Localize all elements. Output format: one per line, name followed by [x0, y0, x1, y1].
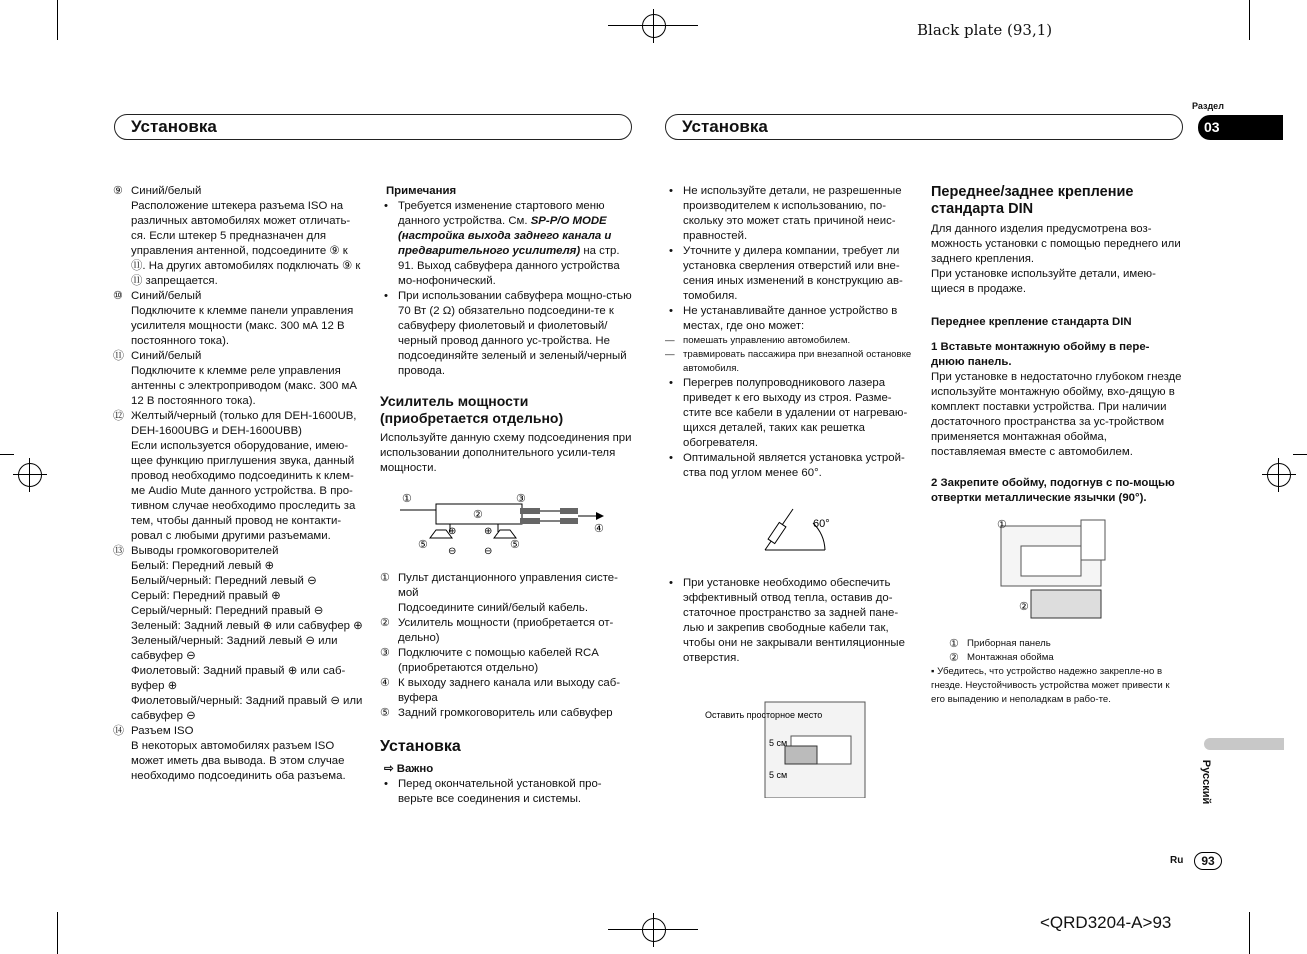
item-number: ⑫ [113, 410, 124, 422]
job-code: <QRD3204-A>93 [1040, 913, 1172, 932]
install-heading: Установка [380, 738, 461, 755]
header-title-right: Установка [682, 117, 768, 136]
page-number: 93 [1194, 852, 1222, 870]
crop-mark [57, 0, 58, 40]
item-line: Подключите к клемме панели управления усилителя мощности (макс. 300 мА 12 В постоянного тока). [131, 305, 354, 347]
page-lang: Ru [1170, 855, 1184, 866]
bullet-group-2 [665, 376, 915, 481]
dash-item: — помешать управлению автомобилем. [665, 334, 915, 348]
wire-item [113, 724, 365, 784]
cm-label: 5 см [769, 770, 788, 780]
legend-text: Усилитель мощности (приобретается от-дельно) [398, 617, 614, 644]
legend-text: Пульт дистанционного управления систе-мой [398, 572, 618, 599]
legend-text: Монтажная обойма [967, 652, 1054, 663]
legend-item [380, 616, 632, 646]
item-line: Серый/черный: Передний правый ⊖ [131, 605, 324, 617]
amp-heading: Усилитель мощности (приобретается отдельно) [380, 393, 564, 426]
item-number: ⑨ [113, 185, 123, 197]
crop-mark [1293, 454, 1307, 455]
registration-mark [18, 463, 42, 487]
legend-number: ⑤ [380, 707, 390, 719]
install-bullet: • Перед окончательной установкой про-верьте все соединения и системы. [380, 777, 632, 807]
space-diagram [665, 688, 915, 798]
legend-number: ④ [380, 677, 390, 689]
legend-item [380, 646, 632, 676]
item-number: ⑩ [113, 290, 123, 302]
legend-item [380, 706, 632, 721]
plus-mark: ⊕ [448, 526, 457, 537]
item-line: Белый: Передний левый ⊕ [131, 560, 275, 572]
wire-item [113, 544, 365, 724]
angle-diagram [665, 495, 915, 559]
legend-number: ① [380, 572, 390, 584]
bullet-item: • Перегрев полупроводникового лазера приведет к его выходу из строя. Разме-стите все кабели в удалении от нагреваю-щихся деталей, таких как решетка обогревателя. [665, 376, 915, 451]
legend-item [931, 651, 1183, 665]
bullet-item: • Не используйте детали, не разрешенные производителем к использованию, по-скольку это может стать причиной неис-правностей. [665, 184, 915, 244]
item-line: Если используется оборудование, имею-щее функцию приглушения звука, данный провод необходимо подсоединить к клем-ме Audio Mute данного устройства. В про-тивном случае необходимо проследить за тем, чтобы данный провод не контакти-ровал с любыми другими разъемами. [131, 440, 356, 542]
language-tab-bar [1204, 738, 1284, 750]
square-bullet-icon: ▪ [931, 666, 938, 677]
amp-text: Используйте данную схему подсоединения при использовании дополнительного усили-теля мощности. [380, 432, 632, 474]
wire-item [113, 409, 365, 544]
item-line: Синий/белый [131, 350, 202, 362]
language-tab: Русский [1200, 759, 1213, 805]
item-line: Зеленый: Задний левый ⊕ или сабвуфер ⊕ [131, 620, 363, 632]
minus-mark: ⊖ [448, 546, 457, 557]
section-label: Раздел [1192, 101, 1224, 111]
item-line: Белый/черный: Передний левый ⊖ [131, 575, 317, 587]
item-number: ⑭ [113, 725, 124, 737]
section-number: 03 [1204, 119, 1220, 135]
sleeve-diagram [931, 516, 1183, 628]
minus-mark: ⊖ [484, 546, 493, 557]
note-item: • Требуется изменение стартового меню данного устройства. См. SP-P/O MODE (настройка выхода заднего канала и предварительного усилителя) на стр. 91. Выход сабвуфера данного устройства мо-нофонический. [380, 199, 632, 289]
figure-callout: ② [1019, 601, 1029, 613]
legend-number: ① [949, 638, 959, 650]
important-icon: ⇨ [384, 763, 397, 775]
crop-mark [1249, 912, 1250, 954]
legend-item [931, 637, 1183, 651]
crop-mark [57, 912, 58, 954]
step-1-text: При установке в недостаточно глубоком гнезде используйте монтажную обойму, вхо-дящую в комплект поставки устройства. При наличии достаточного пространства за ус-тройством применяется монтажная обойма, поставляемая вместе с автомобилем. [931, 371, 1182, 458]
amp-legend [380, 571, 632, 721]
legend-item [380, 571, 632, 601]
important-label: ⇨ Важно [384, 763, 434, 775]
item-line: Серый: Передний правый ⊕ [131, 590, 281, 602]
legend-number: ② [380, 617, 390, 629]
item-line: Синий/белый [131, 185, 202, 197]
legend-text: Подключите с помощью кабелей RCA (приобретаются отдельно) [398, 647, 599, 674]
registration-mark [642, 14, 666, 38]
diagram-callout: ④ [594, 523, 604, 535]
legend-text: Подсоедините синий/белый кабель. [398, 602, 589, 614]
item-line: Фиолетовый: Задний правый ⊕ или саб-вуфер ⊕ [131, 665, 346, 692]
legend-number: ③ [380, 647, 390, 659]
item-line: Подключите к клемме реле управления антенны с электроприводом (макс. 300 мА 12 В постоянного тока). [131, 365, 357, 407]
column-3 [665, 184, 915, 803]
column-4 [931, 184, 1183, 707]
amp-diagram [380, 488, 632, 560]
crop-mark [608, 25, 698, 26]
legend-text: К выходу заднего канала или выходу саб-вуфера [398, 677, 621, 704]
stability-note: ▪ Убедитесь, что устройство надежно закрепле-но в гнезде. Неустойчивость устройства может привести к его выпадению и неполадкам в рабо-те. [931, 666, 1170, 705]
item-number: ⑬ [113, 545, 124, 557]
note-item: • При использовании сабвуфера мощно-стью 70 Вт (2 Ω) обязательно подсоедини-те к сабвуферу фиолетовый и фиолетовый/черный провод данного ус-тройства. Не подсоединяйте зеленый и зеленый/черный провода. [380, 289, 632, 379]
din-intro: Для данного изделия предусмотрена воз-можность установки с помощью переднего или заднего крепления. [931, 223, 1181, 265]
bullet-item: • Не устанавливайте данное устройство в местах, где оно может: [665, 304, 915, 334]
step-1-title: 1 Вставьте монтажную обойму в пере-днюю панель. [931, 341, 1150, 368]
column-1 [113, 184, 365, 784]
registration-mark [1267, 463, 1291, 487]
dash-item: — травмировать пассажира при внезапной остановке автомобиля. [665, 348, 915, 376]
crop-mark [608, 929, 698, 930]
bullet-item: • Уточните у дилера компании, требует ли установка сверления отверстий или вне-сения иных изменений в конструкцию ав-томобиля. [665, 244, 915, 304]
item-line: Разъем ISO [131, 725, 194, 737]
notes-title: Примечания [386, 185, 457, 197]
plus-mark: ⊕ [484, 526, 493, 537]
section-tab [1198, 115, 1283, 140]
item-line: Синий/белый [131, 290, 202, 302]
diagram-callout: ③ [516, 493, 526, 505]
item-line: Зеленый/черный: Задний левый ⊖ или сабвуфер ⊖ [131, 635, 338, 662]
header-bar-right [665, 114, 1183, 140]
item-line: Выводы громкоговорителей [131, 545, 279, 557]
diagram-callout: ⑤ [418, 539, 428, 551]
front-din-heading: Переднее крепление стандарта DIN [931, 316, 1132, 328]
din-intro-2: При установке используйте детали, имею-щиеся в продаже. [931, 268, 1156, 295]
din-heading: Переднее/заднее крепление стандарта DIN [931, 184, 1134, 217]
item-line: Фиолетовый/черный: Задний правый ⊖ или сабвуфер ⊖ [131, 695, 363, 722]
legend-text: Задний громкоговоритель или сабвуфер [398, 707, 613, 719]
crop-mark [1249, 0, 1250, 40]
step-2-title: 2 Закрепите обойму, подогнув с по-мощью отвертки металлические язычки (90°). [931, 477, 1175, 504]
dash-group [665, 334, 915, 376]
legend-item [380, 601, 632, 616]
item-line: Желтый/черный (только для DEH-1600UB, DEH-1600UBG и DEH-1600UBB) [131, 410, 357, 437]
legend-text: Приборная панель [967, 638, 1051, 649]
wire-item [113, 184, 365, 289]
wire-item [113, 289, 365, 349]
header-title-left: Установка [131, 117, 217, 136]
diagram-callout: ① [402, 493, 412, 505]
diagram-callout: ② [473, 509, 483, 521]
wire-item [113, 349, 365, 409]
crop-mark [0, 454, 14, 455]
column-2 [380, 184, 632, 807]
legend-number: ② [949, 652, 959, 664]
item-line: Расположение штекера разъема ISO на различных автомобилях может отличать-ся. Если штекер 5 предназначен для управления антенной, подсоедините ⑨ к ⑪. На других автомобилях подключать ⑨ к ⑪ запрещается. [131, 200, 361, 287]
header-bar-left [114, 114, 632, 140]
plate-label: Black plate (93,1) [917, 21, 1053, 39]
registration-mark [642, 918, 666, 942]
bullet-item: • Оптимальной является установка устрой-ства под углом менее 60°. [665, 451, 915, 481]
space-label: Оставить просторное место [705, 710, 823, 720]
cm-label: 5 см [769, 738, 788, 748]
item-line: В некоторых автомобилях разъем ISO может иметь два вывода. В этом случае необходимо подсоединить оба разъема. [131, 740, 346, 782]
bullet-group-1 [665, 184, 915, 334]
angle-label: 60° [813, 518, 830, 530]
heat-bullet: • При установке необходимо обеспечить эффективный отвод тепла, оставив до-статочное пространство за задней пане-лью и закрепив свободные кабели так, чтобы они не закрывали вентиляционные отверстия. [665, 576, 915, 666]
diagram-callout: ⑤ [510, 539, 520, 551]
sleeve-legend [931, 637, 1183, 665]
figure-callout: ① [997, 519, 1007, 531]
item-number: ⑪ [113, 350, 124, 362]
legend-item [380, 676, 632, 706]
